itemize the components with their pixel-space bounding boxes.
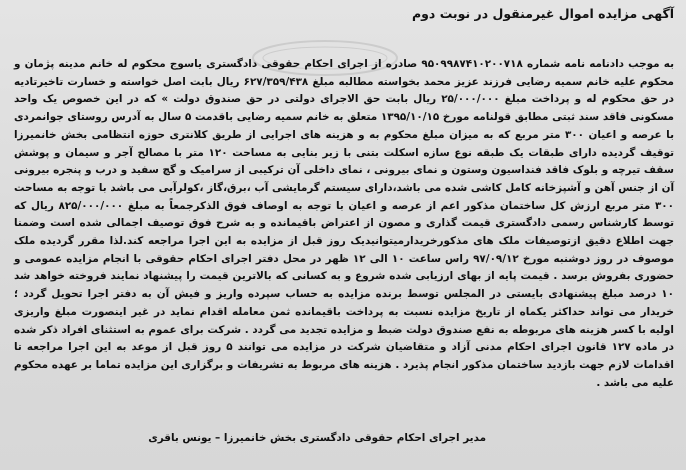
notice-line: شد ۱۰ درصد مبلغ پیشنهادی بایستی در المجلس توسط برنده مزایده به حساب سپرده واریز و فیش آن به دفتر اجرا تحویل — [14, 270, 674, 301]
notice-line: تماما بر عهده محکوم علیه می باشد . — [14, 358, 674, 389]
notice-line: دولت » که در این خصوص یک واحد مسکونی فاقد سند ثبتی مطابق قولنامه مورخ ۱۳۹۵/۱۰/۱۵ متعلق به خانم سمیه — [14, 93, 674, 124]
notice-line: واریزی اولیه با کسر هزینه های مربوطه به نفع صندوق دولت ضبط و مزایده تجدید می گردد . شرکت برای عموم به استثنای — [14, 305, 674, 336]
notice-line: اجرا مراجعه تا اقدامات لازم جهت بازدید ساختمان مذکور انجام پذیرد . هزینه های مربوط به تشریفات و برگزاری این مزایده — [14, 341, 674, 371]
notice-line: مدینه پژمان و محکوم علیه خانم سمیه رضایی فرزند عزیز محمد بخواسته مطالبه مبلغ ۶۲۷/۳۵۹/۴۳۸ ریال بابت اصل — [14, 58, 674, 88]
notice-body — [14, 56, 674, 392]
notice-line: های اجرایی از طریق کلانتری حوزه انتظامی بخش خانمیرزا توقیف گردیده دارای طبقات یک طبقه نوع سازه اسکلت بتنی با — [14, 128, 675, 159]
notice-line: افراد ذکر شده در ماده ۱۲۷ قانون اجرای احکام مدنی آزاد و متقاضیان شرکت در مزایده می توانند ۵ روز قبل از موعد به این — [14, 323, 674, 354]
notice-line: خواسته و خسارت تاخیرتادیه در حق محکوم له و پرداخت مبلغ ۲۵/۰۰۰/۰۰۰ ریال بابت حق الاجرای دولتی در حق صندوق — [14, 75, 674, 106]
notice-line: حضوری بفروش برسد . قیمت پایه از بهای ارزیابی شده شروع و به کسانی که بالاترین قیمت را پیشنهاد نمایند فروخته خواهد — [34, 270, 675, 283]
notice-title: آگهی مزایده اموال غیرمنقول در نوبت دوم — [412, 6, 674, 21]
signature-line: مدیر اجرای احکام حقوقی دادگستری بخش خانمیرزا – یونس باقری — [148, 432, 486, 444]
notice-line: به موجب دادنامه نامه شماره ۹۵۰۹۹۸۷۴۱۰۲۰۰۷۱۸ صادره از اجرای احکام حقوقی دادگستری یاسوج محکوم له خانم — [89, 58, 675, 70]
notice-line: ، نمای داخلی آن ترکیبی از سرامیک و گچ سفید و درب و پنجره بیرونی آن از جنس آهن و آشپزخانه کامل کاشی شده می — [14, 164, 675, 194]
notice-line: ازتوصیفات ملک های مذکورخریدارمیتوانیدیک روز قبل از مزایده به این اجرا مراجعه کند.لذا مقرر گردیده ملک موصوف در — [14, 235, 674, 265]
notice-line: زیر بنایی به مساحت ۱۲۰ متر با مصالح آجر و سیمان و پوشش سقف تیرچه و بلوک فاقد فنداسیون وستون و نمای بیرونی — [14, 146, 675, 177]
notice-line: اعم از عرصه و اعیان با توجه به اوصاف فوق الذکرجمعاً به مبلغ ۸۲۵/۰۰۰/۰۰۰ ریال که توسط کارشناس رسمی — [14, 199, 674, 230]
notice-line: گردد ؛ خریدار می تواند حداکثر یکماه از تاریخ مزایده نسبت به پرداخت باقیمانده ثمن معامله اقدام نماید در غیر اینصورت مبلغ — [14, 288, 674, 318]
notice-line: باشد،دارای سیستم گرمایشی آب ،برق،گاز ،کولرآبی می باشد با توجه به مساحت ۳۰۰ متر مربع ارزش کل ساختمان مذکور — [14, 181, 674, 212]
notice-line: دادگستری قیمت گذاری و مصون از اعتراض باقیمانده و به شرح فوق توصیف اجمالی شده است وضمنا جهت اطلاع دقیق — [14, 217, 674, 248]
notice-line: رضایی باقدمت ۵ سال به آدرس روستای جوانمردی با عرصه و اعیان ۳۰۰ متر مربع که به میزان مبلغ محکوم به و هزینه — [14, 111, 674, 141]
notice-line: روز دوشنبه مورخ ۹۷/۰۹/۱۲ راس ساعت ۱۰ الی ۱۲ ظهر در محل دفتر اجرای احکام حقوقی با انجام مزایده عمومی و — [14, 252, 613, 265]
